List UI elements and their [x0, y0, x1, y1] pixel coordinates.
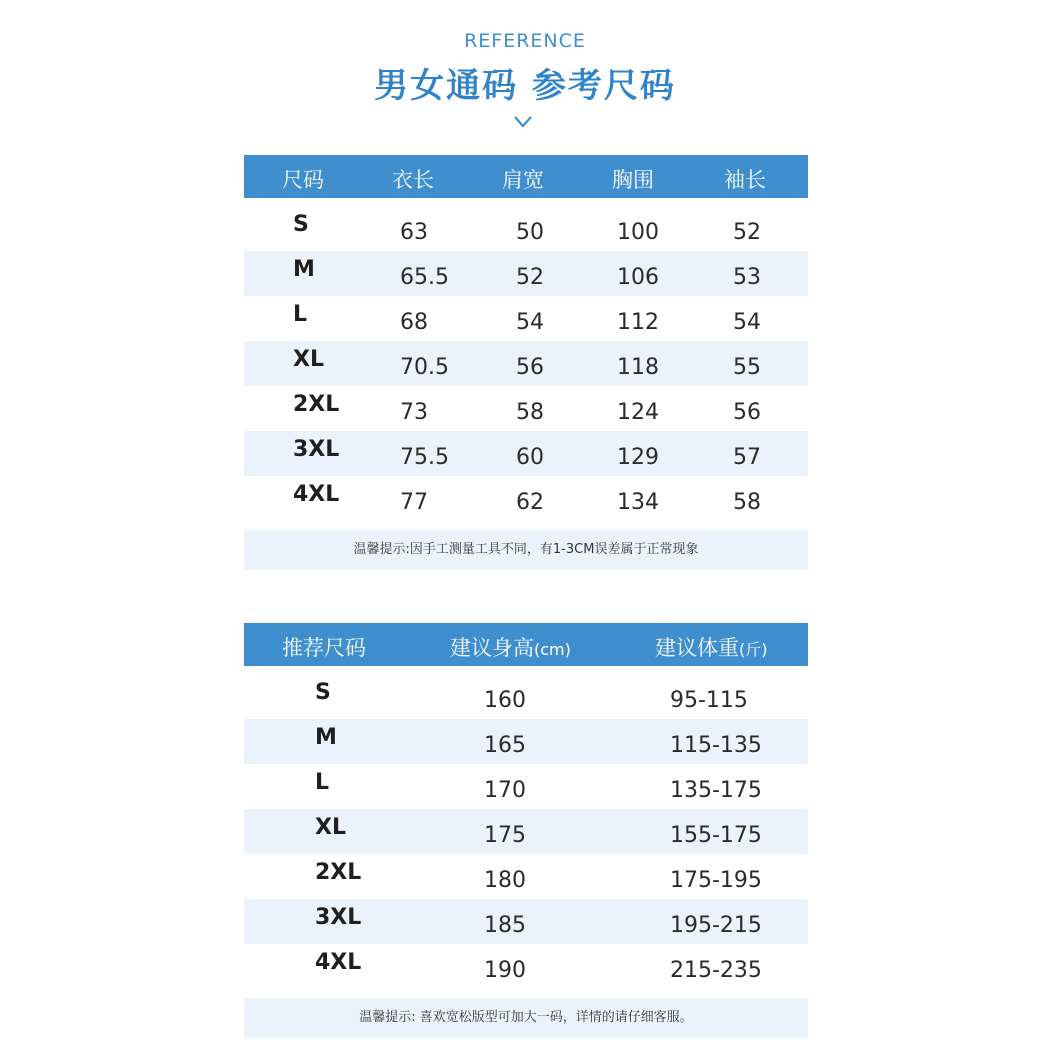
cell-shoulder: 50 [516, 220, 544, 245]
chevron-down-icon [512, 114, 534, 130]
cell-shoulder: 62 [516, 490, 544, 515]
cell-size: L [315, 770, 330, 795]
cell-size: XL [293, 347, 324, 372]
recommend-chart-header [244, 623, 808, 666]
table-row [244, 341, 808, 386]
cell-height: 190 [484, 958, 526, 983]
cell-size: 3XL [315, 905, 362, 930]
cell-sleeve: 53 [733, 265, 761, 290]
col-header-length: 衣长 [392, 168, 434, 192]
cell-weight: 215-235 [670, 958, 762, 983]
cell-size: M [293, 257, 315, 282]
cell-size: 2XL [315, 860, 362, 885]
cell-size: 4XL [293, 482, 340, 507]
cell-length: 68 [400, 310, 428, 335]
cell-shoulder: 58 [516, 400, 544, 425]
cell-sleeve: 55 [733, 355, 761, 380]
cell-shoulder: 54 [516, 310, 544, 335]
cell-weight: 175-195 [670, 868, 762, 893]
col-header-size: 尺码 [282, 168, 324, 192]
cell-length: 77 [400, 490, 428, 515]
cell-chest: 112 [617, 310, 659, 335]
table-row [244, 764, 808, 809]
cell-size: L [293, 302, 308, 327]
col-header-sleeve: 袖长 [724, 168, 766, 192]
cell-height: 165 [484, 733, 526, 758]
cell-size: M [315, 725, 337, 750]
cell-size: XL [315, 815, 346, 840]
cell-size: S [293, 212, 309, 237]
cell-size: 3XL [293, 437, 340, 462]
cell-length: 63 [400, 220, 428, 245]
cell-weight: 95-115 [670, 688, 748, 713]
cell-shoulder: 52 [516, 265, 544, 290]
fit-note: 温馨提示: 喜欢宽松版型可加大一码，详情的请仔细客服。 [244, 998, 808, 1038]
cell-sleeve: 58 [733, 490, 761, 515]
table-row [244, 944, 808, 989]
cell-shoulder: 60 [516, 445, 544, 470]
table-row [244, 386, 808, 431]
col-header-height: 建议身高(cm) [450, 636, 571, 660]
cell-shoulder: 56 [516, 355, 544, 380]
recommend-chart-table [244, 623, 808, 1038]
col-header-chest: 胸围 [612, 168, 654, 192]
cell-size: 2XL [293, 392, 340, 417]
measurement-note: 温馨提示:因手工测量工具不同，有1-3CM误差属于正常现象 [244, 530, 808, 570]
table-row [244, 476, 808, 521]
cell-size: S [315, 680, 331, 705]
reference-label: REFERENCE [464, 30, 586, 52]
table-row [244, 719, 808, 764]
cell-sleeve: 54 [733, 310, 761, 335]
cell-height: 185 [484, 913, 526, 938]
cell-sleeve: 52 [733, 220, 761, 245]
table-row [244, 206, 808, 251]
cell-sleeve: 56 [733, 400, 761, 425]
table-row [244, 674, 808, 719]
col-header-shoulder: 肩宽 [502, 168, 544, 192]
col-header-recommend-size: 推荐尺码 [282, 636, 366, 660]
cell-length: 75.5 [400, 445, 449, 470]
cell-height: 175 [484, 823, 526, 848]
cell-height: 180 [484, 868, 526, 893]
cell-chest: 134 [617, 490, 659, 515]
cell-height: 160 [484, 688, 526, 713]
col-header-weight: 建议体重(斤) [655, 636, 768, 660]
table-row [244, 251, 808, 296]
cell-sleeve: 57 [733, 445, 761, 470]
cell-weight: 115-135 [670, 733, 762, 758]
cell-chest: 124 [617, 400, 659, 425]
table-row [244, 854, 808, 899]
size-chart-table [244, 155, 808, 570]
cell-weight: 135-175 [670, 778, 762, 803]
cell-length: 73 [400, 400, 428, 425]
table-row [244, 809, 808, 854]
table-row [244, 899, 808, 944]
cell-chest: 106 [617, 265, 659, 290]
table-row [244, 431, 808, 476]
cell-size: 4XL [315, 950, 362, 975]
cell-chest: 118 [617, 355, 659, 380]
cell-chest: 129 [617, 445, 659, 470]
table-row [244, 296, 808, 341]
cell-length: 70.5 [400, 355, 449, 380]
cell-height: 170 [484, 778, 526, 803]
cell-weight: 155-175 [670, 823, 762, 848]
cell-chest: 100 [617, 220, 659, 245]
cell-length: 65.5 [400, 265, 449, 290]
size-chart-header [244, 155, 808, 198]
page-title: 男女通码 参考尺码 [374, 66, 676, 106]
cell-weight: 195-215 [670, 913, 762, 938]
